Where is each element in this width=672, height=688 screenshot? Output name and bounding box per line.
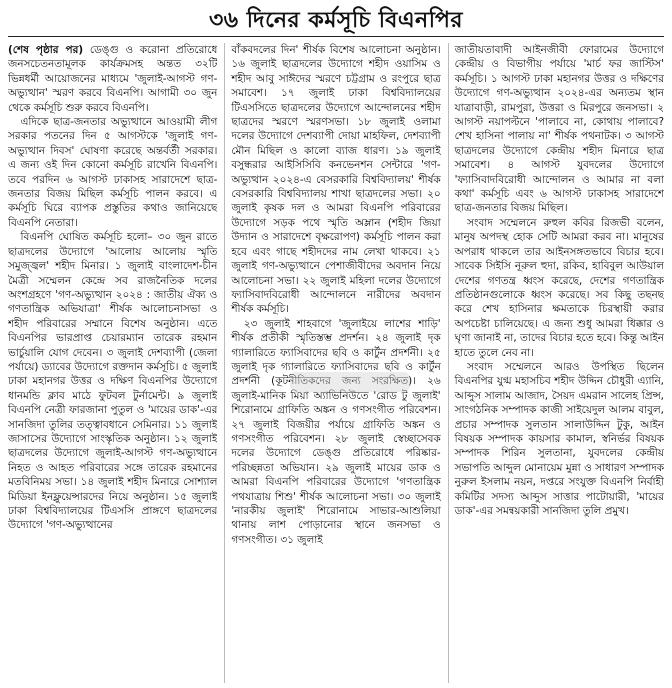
column-3-paragraph-3: সংবাদ সম্মেলনে আরও উপস্থিত ছিলেন বিএনপির যুগ্ম মহাসচিব শহীদ উদ্দিন চৌধুরী এ্যানি, আব্দুস সালাম আজাদ, সৈয়দ এমরান সালেহ প্রিন্স, সাংগঠনিক সম্পাদক কাজী সাইয়েদুল আলম বাবুল, প্রচার সম্পাদক সুলতান সালাউদ্দিন টুকু, আইন বিষয়ক সম্পাদক কায়সার কামাল, স্বনির্ভর বিষয়ক সম্পাদক শিরিন সুলতানা, যুবদলের কেন্দ্রীয় সভাপতি আব্দুল মোনায়েম মুন্না ও সাধারণ সম্পাদক নুরুল ইসলাম নয়ন, দপ্তরে সংযুক্ত বিএনপি নির্বাহী কমিটির সদস্য আব্দুস সাত্তার পাটোয়ারী, 'মায়ের ডাক'-এর সমন্বয়কারী সানজিদা তুলি প্রমুখ।	[454, 360, 664, 517]
article-column-3	[448, 43, 664, 683]
article-column-2	[224, 43, 440, 683]
column-2-paragraph-1: বাঁকবদলের দিন' শীর্ষক বিশেষ আলোচনা অনুষ্ঠান। ১৬ জুলাই ছাত্রদলের উদ্যোগে শহীদ ওয়াসিম ও শহীদ আবু সাঈদের স্মরণে চট্টগ্রাম ও রংপুরে ছাত্র সমাবেশ। ১৭ জুলাই ঢাকা বিশ্ববিদ্যালয়ের টিএসসিতে ছাত্রদলের উদ্যোগে আন্দোলনের শহীদ ছাত্রদের স্মরণে স্মরণসভা। ১৮ জুলাই ওলামা দলের উদ্যোগে দেশব্যাপী দোয়া মাহফিল, দেশব্যাপী মৌন মিছিল ও কালো ব্যাজ ধারণ। ১৯ জুলাই বসুন্ধরার আইসিসিবি কনভেনশন সেন্টারে 'গণ-অভ্যুত্থান ২০২৪-এ বেসরকারি বিশ্ববিদ্যালয়' শীর্ষক বেসরকারি বিশ্ববিদ্যালয় শাখা ছাত্রদলের সভা। ২০ জুলাই কৃষক দল ও আমরা বিএনপি পরিবারের উদ্যোগে সড়ক পথে স্মৃতি অম্লান (শহীদ জিয়া উদ্যান ও সারাদেশে বৃক্ষরোপণ) কর্মসূচি পালন করা হবে এবং গাছে শহীদদের নাম লেখা থাকবে। ২১ জুলাই গণ-অভ্যুত্থানে পেশাজীবীদের অবদান নিয়ে আলোচনা সভা। ২২ জুলাই মহিলা দলের উদ্যোগে ফ্যাসিবাদবিরোধী আন্দোলনে নারীদের অবদান শীর্ষক কর্মসূচি।	[231, 44, 441, 316]
column-1-paragraph-1	[8, 43, 217, 115]
column-3-paragraph-1: জাতীয়তাবাদী আইনজীবী ফোরামের উদ্যোগে কেন্দ্রীয় ও বিভাগীয় পর্যায়ে 'মার্চ ফর জাস্টিস' কর্মসূচি। ১ আগস্ট ঢাকা মহানগর উত্তর ও দক্ষিণের উদ্যোগে গণ-অভ্যুত্থান ২০২৪-এর অন্যতম স্থান যাত্রাবাড়ী, রামপুরা, উত্তরা ও মিরপুরে জনসভা। ২ আগস্ট নয়াপল্টনে 'পালাবে না, কোথায় পালাবে? শেখ হাসিনা পালায় না' শীর্ষক পথনাটক। ৩ আগস্ট ছাত্রদলের উদ্যোগে কেন্দ্রীয় শহীদ মিনারে ছাত্র সমাবেশ। ৪ আগস্ট যুবদলের উদ্যোগে 'ফ্যাসিবাদবিরোধী আন্দোলন ও আমার না বলা কথা' কর্মসূচি এবং ৬ আগস্ট ঢাকাসহ সারাদেশে ছাত্র-জনতার বিজয় মিছিল।	[454, 44, 664, 215]
dateline: (শেষ পৃষ্ঠার পর)	[8, 44, 84, 56]
watermark	[290, 372, 410, 392]
article-column-1	[8, 43, 217, 683]
column-2-paragraph-2: ২৩ জুলাই শাহবাগে 'জুলাইয়ে লাশের শাড়ি' শীর্ষক প্রতীকী স্মৃতিস্তম্ভ প্রদর্শন। ২৪ জুলাই দৃক গ্যালারিতে ফ্যাসিবাদের ছবি ও কার্টুন প্রদর্শনী। ২৫ জুলাই দৃক গ্যালারিতে ফ্যাসিবাদের ছবি ও কার্টুন প্রদর্শনী (কূটনীতিকদের জন্য সংরক্ষিত)। ২৬ জুলাই-মানিক মিয়া অ্যাভিনিউতে 'রোড টু জুলাই' শিরোনামে গ্রাফিতি অঙ্কন ও গণসংগীত পরিবেশন। ২৭ জুলাই বিজয়ীর পর্যায়ে গ্রাফিতি অঙ্কন ও গণসংগীত পরিবেশন। ২৮ জুলাই স্বেচ্ছাসেবক দলের উদ্যোগে ডেঙ্গু প্রতিরোধে পরিষ্কার-পরিচ্ছন্নতা অভিযান। ২৯ জুলাই মায়ের ডাক ও আমরা বিএনপি পরিবারের উদ্যোগে 'গণতান্ত্রিক পথযাত্রায় শিশু' শীর্ষক আলোচনা সভা। ৩০ জুলাই 'নারকীয় জুলাই' শিরোনামে সাভার-আশুলিয়া থানায় লাশ পোড়ানোর স্থানে জনসভা ও গণসংগীত। ৩১ জুলাই	[231, 317, 441, 546]
column-3-paragraph-2: সংবাদ সম্মেলনে রুহুল কবির রিজভী বলেন, মানুষ অপদস্থ হোক সেটি আমরা করব না। মানুষের অপরাধ থাকলে তার আইনসঙ্গতভাবে বিচার হবে। সাবেক সিইসি নূরুল হুদা, রকিব, হাবিবুল আউয়াল দেশের গণতন্ত্র ধ্বংস করেছে, দেশের গণতান্ত্রিক প্রতিষ্ঠানগুলোকে ধ্বংস করেছে। সব কিছু তছনছ করে শেখ হাসিনার ক্ষমতাকে চিরস্থায়ী করার অপচেষ্টা চালিয়েছে। এ জন্য শুধু আমরা ধিক্কার ও ঘৃণা জানাই না, তাদের বিচার হতে হবে। কিন্তু আইন হাতে তুলে নেব না।	[454, 216, 664, 359]
headline: ৩৬ দিনের কর্মসূচি বিএনপির	[8, 6, 664, 37]
column-1-paragraph-1-text: ডেঙ্গু ও করোনা প্রতিরোধে জনসচেতনতামূলক কার্যক্রমসহ অন্তত ৩২টি ভিন্নধর্মী আয়োজনের মাধ্যমে 'জুলাই-আগস্ট গণ-অভ্যুত্থান' স্মরণ করবে বিএনপি। আগামী ৩০ জুন থেকে কর্মসূচি শুরু করবে বিএনপি।	[8, 44, 218, 114]
article-columns	[8, 43, 664, 683]
column-1-paragraph-3: বিএনপি ঘোষিত কর্মসূচি হলো– ৩০ জুন রাতে ছাত্রদলের উদ্যোগে 'আলোয় আলোয় স্মৃতি সমুজ্জ্বল' শহীদ মিনার। ১ জুলাই বাংলাদেশ-চীন মৈত্রী সম্মেলন কেন্দ্রে সব রাজনৈতিক দলের অংশগ্রহণে 'গণ-অভ্যুত্থান ২০২৪ : জাতীয় ঐক্য ও গণতান্ত্রিক অভিযাত্রা' শীর্ষক আলোচনাসভা ও শহীদ পরিবারের সম্মানে বিশেষ অনুষ্ঠান। এতে বিএনপির ভারপ্রাপ্ত চেয়ারম্যান তারেক রহমান ভার্চুয়ালি যোগ দেবেন। ৩ জুলাই দেশব্যাপী (জেলা পর্যায়ে) ড্যাবের উদ্যোগে রক্তদান কর্মসূচি। ৫ জুলাই ঢাকা মহানগর উত্তর ও দক্ষিণ বিএনপির উদ্যোগে ধানমন্ডি ক্লাব মাঠে ফুটবল টুর্নামেন্ট। ৯ জুলাই বিএনপি নেত্রী ফারজানা পুতুল ও 'মায়ের ডাক'-এর সানজিদা তুলির তত্ত্বাবধানে সেমিনার। ১১ জুলাই জাসাসের উদ্যোগে সাংস্কৃতিক অনুষ্ঠান। ১২ জুলাই ছাত্রদলের উদ্যোগে জুলাই-আগস্ট গণ-অভ্যুত্থানে নিহত ও আহত পরিবারের সঙ্গে তারেক রহমানের মতবিনিময় সভা। ১৪ জুলাই শহীদ মিনারে সোশ্যাল মিডিয়া ইনফ্লুয়েন্সারদের নিয়ে অনুষ্ঠান। ১৫ জুলাই ঢাকা বিশ্ববিদ্যালয়ের টিএসসি প্রাঙ্গণে ছাত্রদলের উদ্যোগে 'গণ-অভ্যুত্থানের	[8, 231, 218, 532]
column-1-paragraph-2: এদিকে ছাত্র-জনতার অভ্যুত্থানে আওয়ামী লীগ সরকার পতনের দিন ৫ আগস্টকে 'জুলাই গণ-অভ্যুত্থান দিবস' ঘোষণা করেছে অন্তর্বর্তী সরকার। এ জন্য ওই দিন কোনো কর্মসূচি রাখেনি বিএনপি। তবে পরদিন ৬ আগস্ট ঢাকাসহ সারাদেশে ছাত্র-জনতার বিজয় মিছিল কর্মসূচি পালন করবে। এ কর্মসূচি ঘিরে ব্যাপক প্রস্তুতির কথাও জানিয়েছে বিএনপি নেতারা।	[8, 116, 218, 229]
